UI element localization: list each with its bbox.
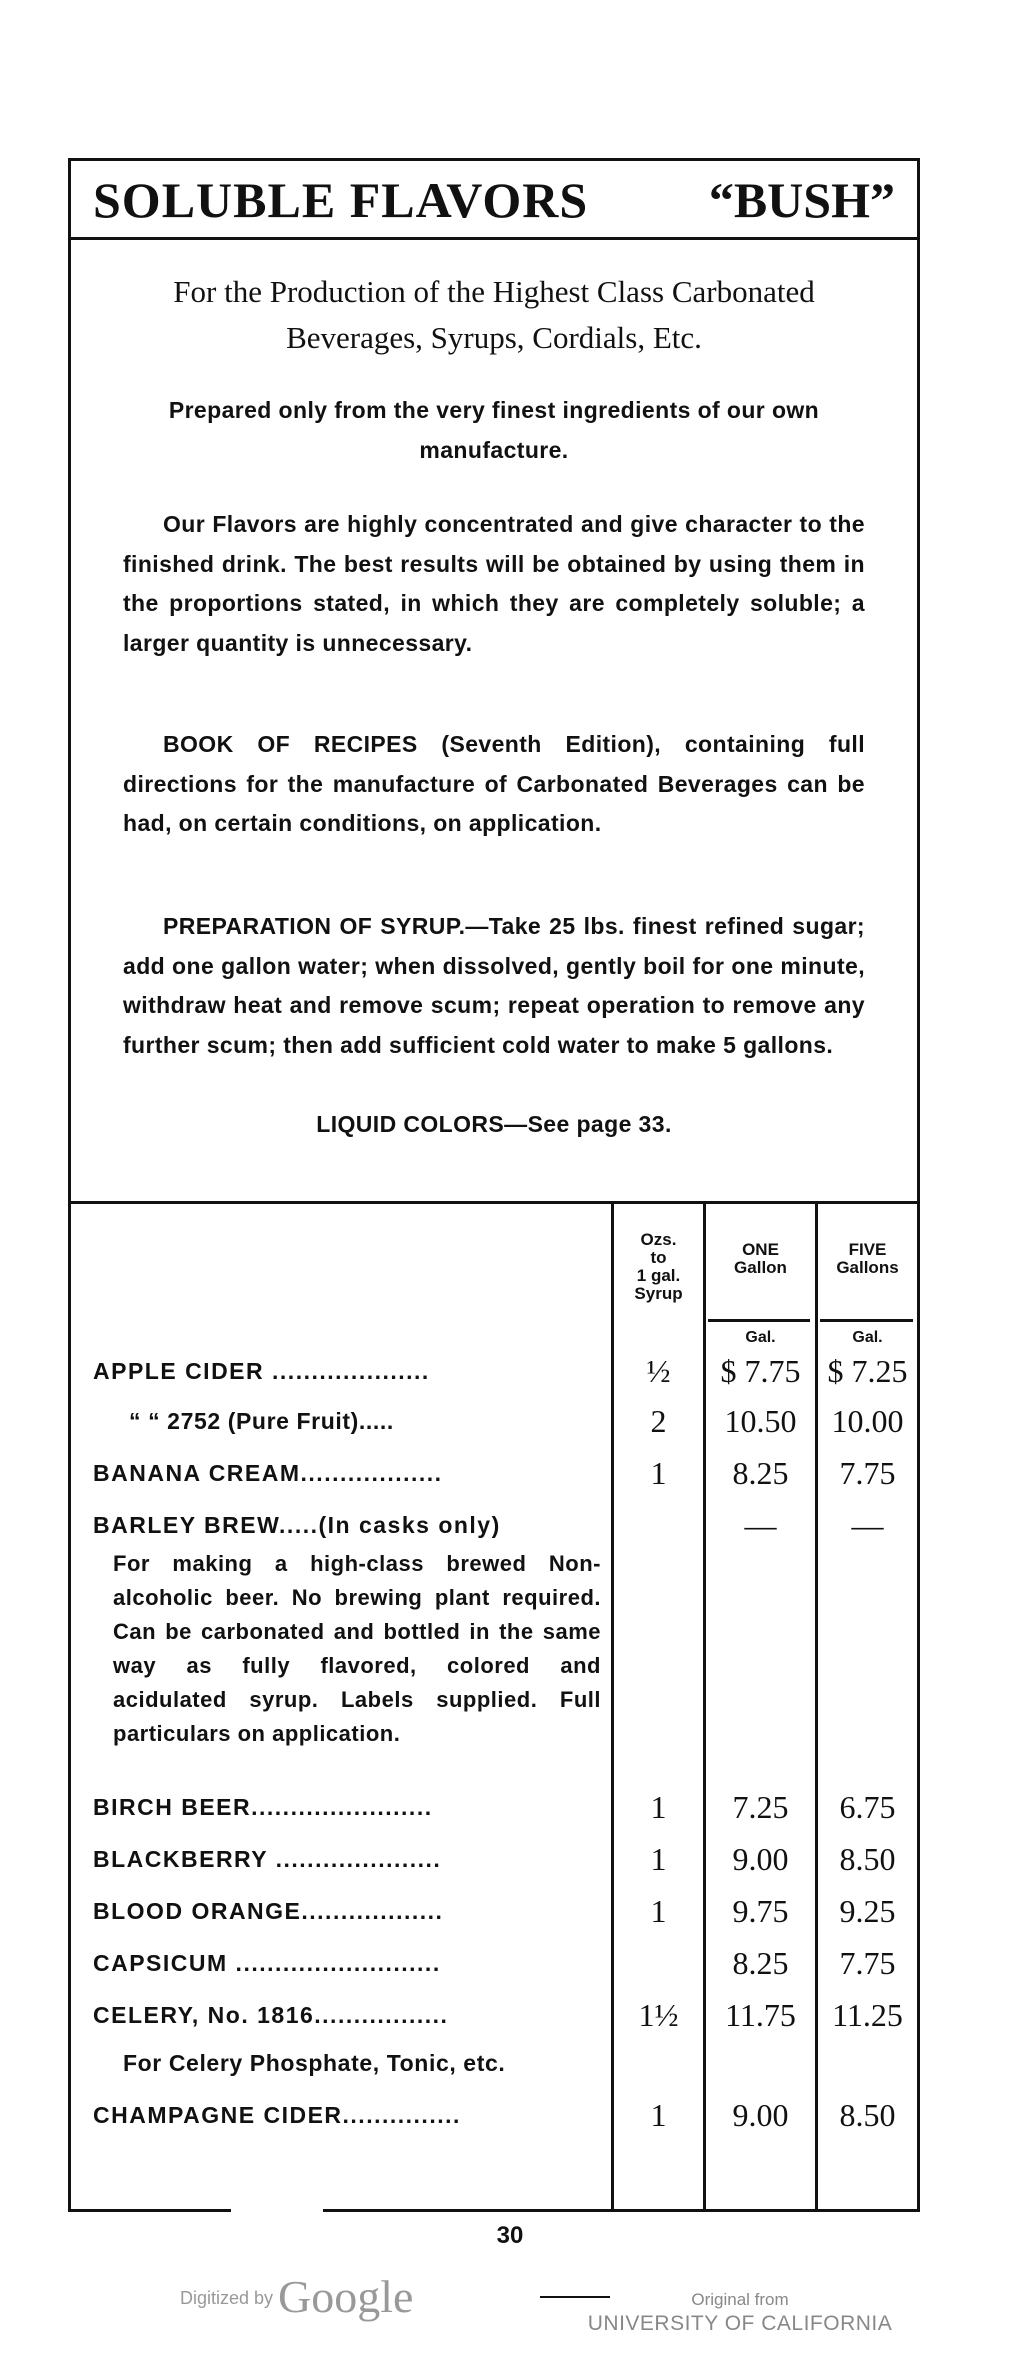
table-divider: [71, 1201, 917, 1204]
intro-heading: For the Production of the Highest Class Carbonated Beverages, Syrups, Cordials, Etc.: [173, 274, 815, 355]
table-row: [71, 1453, 917, 1493]
one-gallon-price: 11.75: [725, 1997, 796, 2033]
flavor-name: BARLEY BREW.....(In casks only): [93, 1512, 501, 1538]
one-gallon-price: 10.50: [724, 1403, 797, 1439]
table-row: [71, 1351, 917, 1391]
one-gallon-price: 8.25: [732, 1945, 789, 1981]
one-gallon-price: 7.25: [732, 1789, 789, 1825]
flavor-name: BLOOD ORANGE..................: [93, 1898, 444, 1924]
header-one-gallon: ONE Gallon: [734, 1240, 787, 1277]
five-gallon-price: 8.50: [839, 2097, 896, 2133]
table-row: [71, 1401, 917, 1441]
ounces-value: 2: [650, 1403, 667, 1439]
five-gallon-price: $ 7.25: [827, 1353, 908, 1389]
border-gap: [231, 2207, 323, 2215]
five-gallon-price: 10.00: [831, 1403, 904, 1439]
flavor-name: CHAMPAGNE CIDER...............: [93, 2102, 461, 2128]
page-number: 30: [496, 2222, 524, 2249]
brand-name: “BUSH”: [708, 172, 895, 228]
digitized-label: Digitized by: [180, 2288, 274, 2308]
five-gallon-price: —: [851, 1507, 884, 1543]
original-from-label: Original from: [691, 2290, 789, 2309]
five-gallon-price: 11.25: [832, 1997, 903, 2033]
table-row: [71, 1787, 917, 1827]
flavor-name: BIRCH BEER.......................: [93, 1794, 433, 1820]
ounces-value: 1: [650, 1893, 667, 1929]
table-row: [71, 2095, 917, 2135]
ounces-value: 1: [650, 1455, 667, 1491]
ounces-value: 1: [650, 1841, 667, 1877]
university-label: UNIVERSITY OF CALIFORNIA: [587, 2312, 893, 2335]
google-logo: Google: [278, 2271, 414, 2322]
five-gallon-price: 7.75: [839, 1945, 896, 1981]
table-row: [71, 2043, 917, 2083]
five-gallon-price: 9.25: [839, 1893, 896, 1929]
five-gallon-price: 7.75: [839, 1455, 896, 1491]
one-gallon-price: 9.75: [732, 1893, 789, 1929]
ounces-value: 1: [650, 1789, 667, 1825]
recipes-paragraph: BOOK OF RECIPES (Seventh Edition), containing full directions for the manufacture of Carbonated Beverages can be had, on certain conditions, on application.: [123, 731, 865, 836]
table-row: [71, 1995, 917, 2035]
unit-five-gallons: Gal.: [852, 1329, 883, 1346]
one-gallon-price: 9.00: [732, 2097, 789, 2133]
flavor-name: APPLE CIDER ....................: [93, 1358, 430, 1384]
five-gallon-price: 6.75: [839, 1789, 896, 1825]
liquid-colors-note: LIQUID COLORS—See page 33.: [316, 1111, 672, 1137]
table-row: [71, 1505, 917, 1545]
ounces-value: 1: [650, 2097, 667, 2133]
table-row: [71, 1891, 917, 1931]
one-gallon-price: 9.00: [732, 1841, 789, 1877]
table-row: [71, 1839, 917, 1879]
flavor-name: CAPSICUM ..........................: [93, 1950, 441, 1976]
table-row: [71, 1943, 917, 1983]
header-rule: [708, 1319, 810, 1322]
unit-one-gallon: Gal.: [745, 1329, 776, 1346]
page-title: SOLUBLE FLAVORS: [93, 172, 589, 228]
flavor-name: BANANA CREAM..................: [93, 1460, 443, 1486]
title-row: [71, 161, 917, 240]
barley-brew-note: For making a high-class brewed Non-alcoholic beer. No brewing plant required. Can be carbonated and bottled in the same way as fully flavored, colored and acidulated syrup. Labels supplied. Full particulars on application.: [113, 1551, 601, 1746]
flavor-name: “ “ 2752 (Pure Fruit).....: [129, 1408, 394, 1434]
header-five-gallons: FIVE Gallons: [836, 1240, 899, 1277]
header-ounces: Ozs. to 1 gal. Syrup: [634, 1230, 683, 1303]
ounces-value: 1½: [638, 1997, 679, 2033]
header-rule: [820, 1319, 913, 1322]
flavor-note: For Celery Phosphate, Tonic, etc.: [123, 2050, 506, 2076]
flavor-name: BLACKBERRY .....................: [93, 1846, 442, 1872]
one-gallon-price: $ 7.75: [720, 1353, 801, 1389]
one-gallon-price: —: [744, 1507, 777, 1543]
syrup-preparation-paragraph: PREPARATION OF SYRUP.—Take 25 lbs. finest refined sugar; add one gallon water; when dissolved, gently boil for one minute, withdraw heat and remove scum; repeat operation to remove any further scum; then add sufficient cold water to make 5 gallons.: [123, 913, 865, 1058]
price-list-frame: [68, 158, 920, 2212]
five-gallon-price: 8.50: [839, 1841, 896, 1877]
flavor-name: CELERY, No. 1816.................: [93, 2002, 449, 2028]
ounces-value: ½: [646, 1353, 671, 1389]
concentration-paragraph: Our Flavors are highly concentrated and give character to the finished drink. The best results will be obtained by using them in the proportions stated, in which they are completely soluble; a larger quantity is unnecessary.: [123, 511, 865, 656]
ingredients-paragraph: Prepared only from the very finest ingredients of our own manufacture.: [168, 397, 820, 463]
one-gallon-price: 8.25: [732, 1455, 789, 1491]
